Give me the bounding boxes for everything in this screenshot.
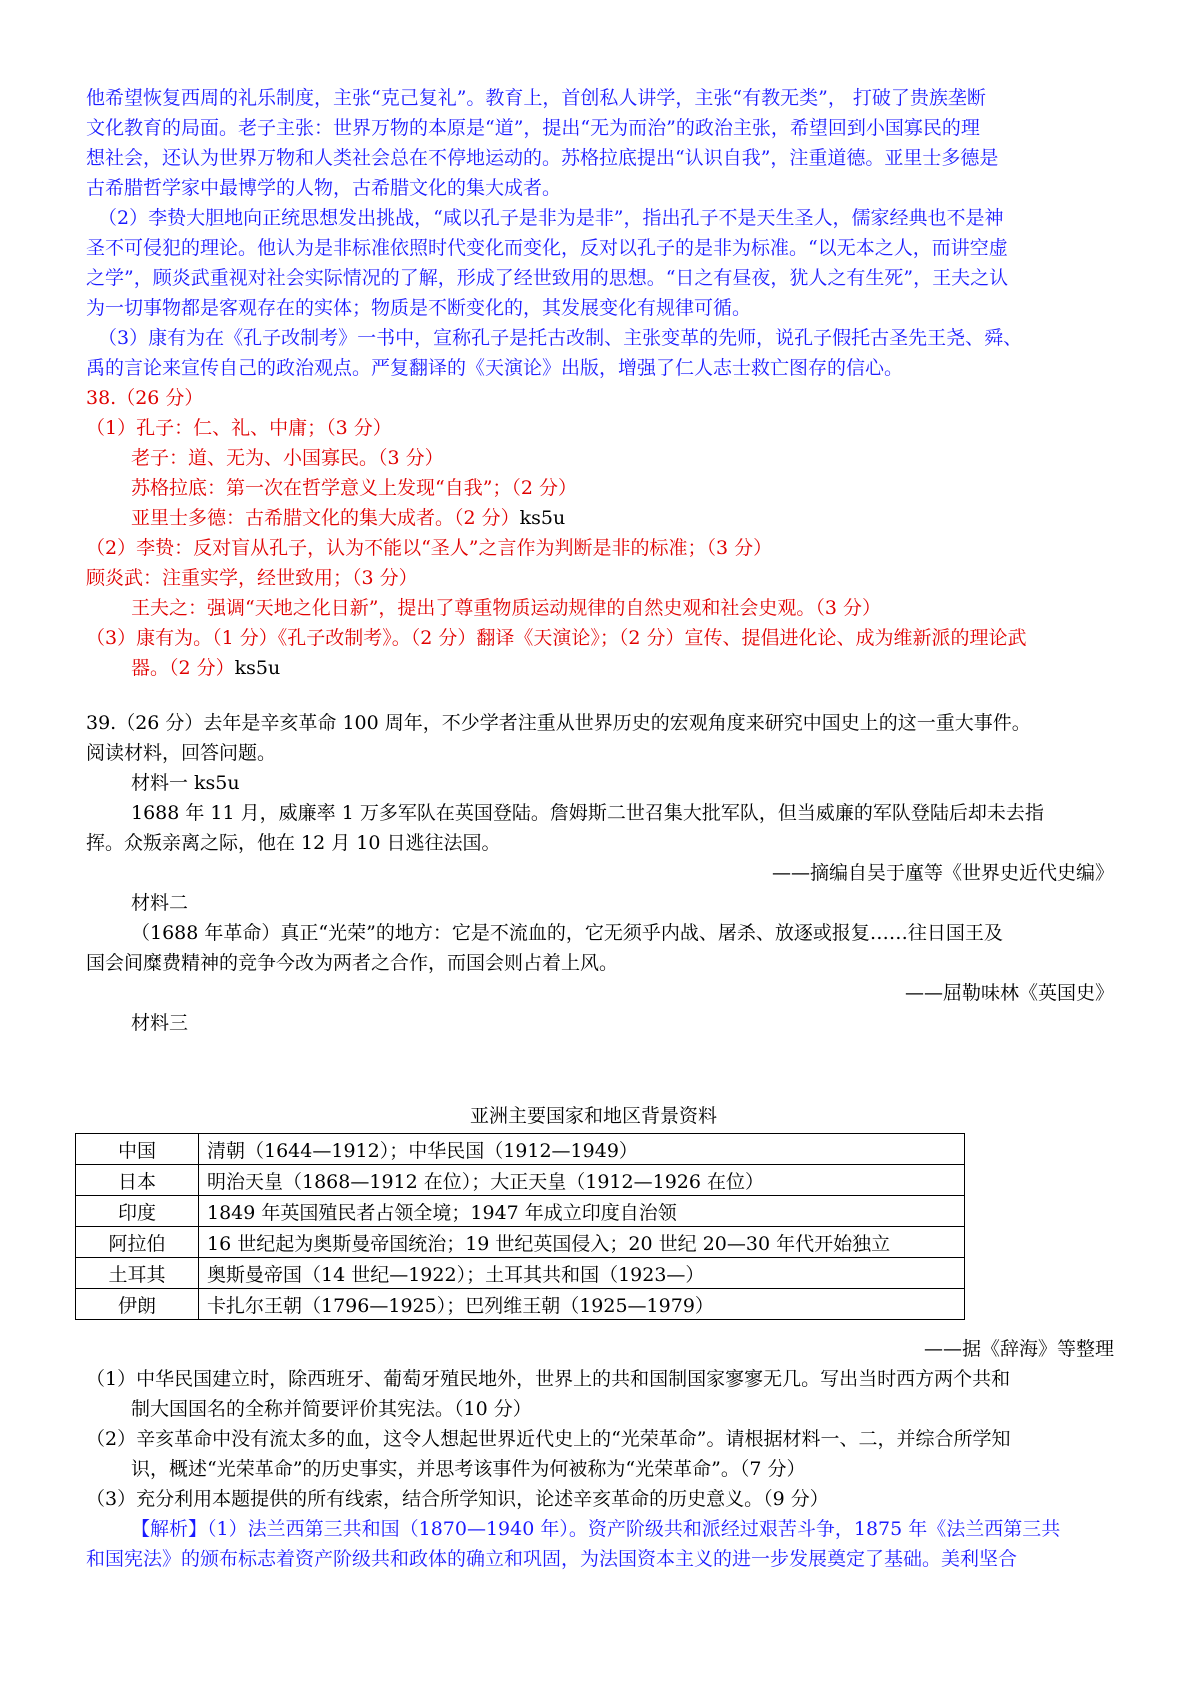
table-cell-info: 奥斯曼帝国（14 世纪—1922）；土耳其共和国（1923—） <box>199 1258 965 1289</box>
analysis-tag: 【解析】 <box>131 1518 208 1540</box>
q38-header: 38.（26 分） <box>86 387 204 409</box>
q38-line: 顾炎武：注重实学，经世致用；（3 分） <box>86 567 418 589</box>
analysis-text: （1）法兰西第三共和国（1870—1940 年）。资产阶级共和派经过艰苦斗争，1875 年《法兰西第三共 <box>207 1518 1061 1540</box>
q38-line: 老子：道、无为、小国寡民。（3 分） <box>131 447 444 469</box>
table-cell-info: 卡扎尔王朝（1796—1925）；巴列维王朝（1925—1979） <box>199 1289 965 1320</box>
material-1-line: 挥。众叛亲离之际，他在 12 月 10 日逃往法国。 <box>86 832 501 854</box>
question-line: 识，概述“光荣革命”的历史事实，并思考该事件为何被称为“光荣革命”。（7 分） <box>131 1458 806 1480</box>
material-1-line: 1688 年 11 月，威廉率 1 万多军队在英国登陆。詹姆斯二世召集大批军队，但当威廉的军队登陆后却未去指 <box>131 802 1044 824</box>
answer-line: 他希望恢复西周的礼乐制度，主张“克己复礼”。教育上，首创私人讲学，主张“有教无类”， 打破了贵族垄断 <box>86 87 986 109</box>
table-cell-info: 明治天皇（1868—1912 在位）；大正天皇（1912—1926 在位） <box>199 1165 965 1196</box>
material-2-source: ——屈勒味林《英国史》 <box>904 982 1114 1004</box>
table-cell-region: 阿拉伯 <box>76 1227 199 1258</box>
table-cell-region: 印度 <box>76 1196 199 1227</box>
q38-line-text: 器。（2 分） <box>131 657 235 679</box>
material-1-source: ——摘编自吴于廑等《世界史近代史编》 <box>771 862 1114 884</box>
q38-line: 王夫之：强调“天地之化日新”，提出了尊重物质运动规律的自然史观和社会史观。（3 分） <box>131 597 882 619</box>
answer-line: （3）康有为在《孔子改制考》一书中，宣称孔子是托古改制、主张变革的先师，说孔子假托古圣先王尧、舜、 <box>98 327 1023 349</box>
q39-intro-line: 39.（26 分）去年是辛亥革命 100 周年，不少学者注重从世界历史的宏观角度来研究中国史上的这一重大事件。 <box>86 712 1031 734</box>
q38-line: 苏格拉底：第一次在哲学意义上发现“自我”；（2 分） <box>131 477 578 499</box>
table-row <box>76 1165 965 1196</box>
q38-line <box>131 505 565 531</box>
q38-line: （3）康有为。（1 分）《孔子改制考》。（2 分）翻译《天演论》；（2 分）宣传、提倡进化论、成为维新派的理论武 <box>86 627 1027 649</box>
q38-line-text: 亚里士多德：古希腊文化的集大成者。（2 分） <box>131 507 520 529</box>
q39-intro-line: 阅读材料，回答问题。 <box>86 742 277 764</box>
table-cell-region: 日本 <box>76 1165 199 1196</box>
table-cell-region: 伊朗 <box>76 1289 199 1320</box>
answer-line: 圣不可侵犯的理论。他认为是非标准依照时代变化而变化，反对以孔子的是非为标准。“以无本之人，而讲空虚 <box>86 237 1008 259</box>
table-source: ——据《辞海》等整理 <box>923 1338 1114 1360</box>
table-cell-region: 中国 <box>76 1134 199 1165</box>
answer-line: 禹的言论来宣传自己的政治观点。严复翻译的《天演论》出版，增强了仁人志士救亡图存的信心。 <box>86 357 904 379</box>
table-cell-region: 土耳其 <box>76 1258 199 1289</box>
answer-line: 文化教育的局面。老子主张：世界万物的本原是“道”，提出“无为而治”的政治主张，希望回到小国寡民的理 <box>86 117 980 139</box>
table-row <box>76 1289 965 1320</box>
question-line: 制大国国名的全称并简要评价其宪法。（10 分） <box>131 1398 532 1420</box>
answer-line: 想社会，还认为世界万物和人类社会总在不停地运动的。苏格拉底提出“认识自我”，注重道德。亚里士多德是 <box>86 147 999 169</box>
question-line: （3）充分利用本题提供的所有线索，结合所学知识，论述辛亥革命的历史意义。（9 分） <box>86 1488 829 1510</box>
table-row <box>76 1227 965 1258</box>
background-table <box>75 1133 965 1320</box>
q38-line: （2）李贽：反对盲从孔子，认为不能以“圣人”之言作为判断是非的标准；（3 分） <box>86 537 773 559</box>
answer-line: 古希腊哲学家中最博学的人物，古希腊文化的集大成者。 <box>86 177 562 199</box>
answer-line: 之学”，顾炎武重视对社会实际情况的了解，形成了经世致用的思想。“日之有昼夜，犹人之有生死”，王夫之认 <box>86 267 1009 289</box>
table-cell-info: 16 世纪起为奥斯曼帝国统治；19 世纪英国侵入；20 世纪 20—30 年代开始独立 <box>199 1227 965 1258</box>
watermark-text: ks5u <box>234 657 281 679</box>
table-row <box>76 1134 965 1165</box>
table-row <box>76 1196 965 1227</box>
table-cell-info: 清朝（1644—1912）；中华民国（1912—1949） <box>199 1134 965 1165</box>
table-row <box>76 1258 965 1289</box>
q38-line <box>131 655 280 681</box>
material-3-title: 材料三 <box>131 1012 189 1034</box>
answer-line: 为一切事物都是客观存在的实体；物质是不断变化的，其发展变化有规律可循。 <box>86 297 752 319</box>
question-line: （2）辛亥革命中没有流太多的血，这令人想起世界近代史上的“光荣革命”。请根据材料一、二，并综合所学知 <box>86 1428 1011 1450</box>
material-2-title: 材料二 <box>131 892 189 914</box>
question-line: （1）中华民国建立时，除西班牙、葡萄牙殖民地外，世界上的共和国制国家寥寥无几。写出当时西方两个共和 <box>86 1368 1011 1390</box>
q38-line: （1）孔子：仁、礼、中庸；（3 分） <box>86 417 392 439</box>
table-title: 亚洲主要国家和地区背景资料 <box>470 1105 718 1127</box>
material-1-title: 材料一 ks5u <box>131 772 240 794</box>
analysis-line: 和国宪法》的颁布标志着资产阶级共和政体的确立和巩固，为法国资本主义的进一步发展奠定了基础。美利坚合 <box>86 1548 1018 1570</box>
answer-line: （2）李贽大胆地向正统思想发出挑战，“咸以孔子是非为是非”，指出孔子不是天生圣人，儒家经典也不是神 <box>98 207 1004 229</box>
analysis-line <box>131 1516 1060 1542</box>
watermark-text: ks5u <box>519 507 566 529</box>
material-2-line: （1688 年革命）真正“光荣”的地方：它是不流血的，它无须乎内战、屠杀、放逐或报复……往日国王及 <box>131 922 1003 944</box>
material-2-line: 国会间糜费精神的竞争今改为两者之合作，而国会则占着上风。 <box>86 952 619 974</box>
table-cell-info: 1849 年英国殖民者占领全境；1947 年成立印度自治领 <box>199 1196 965 1227</box>
